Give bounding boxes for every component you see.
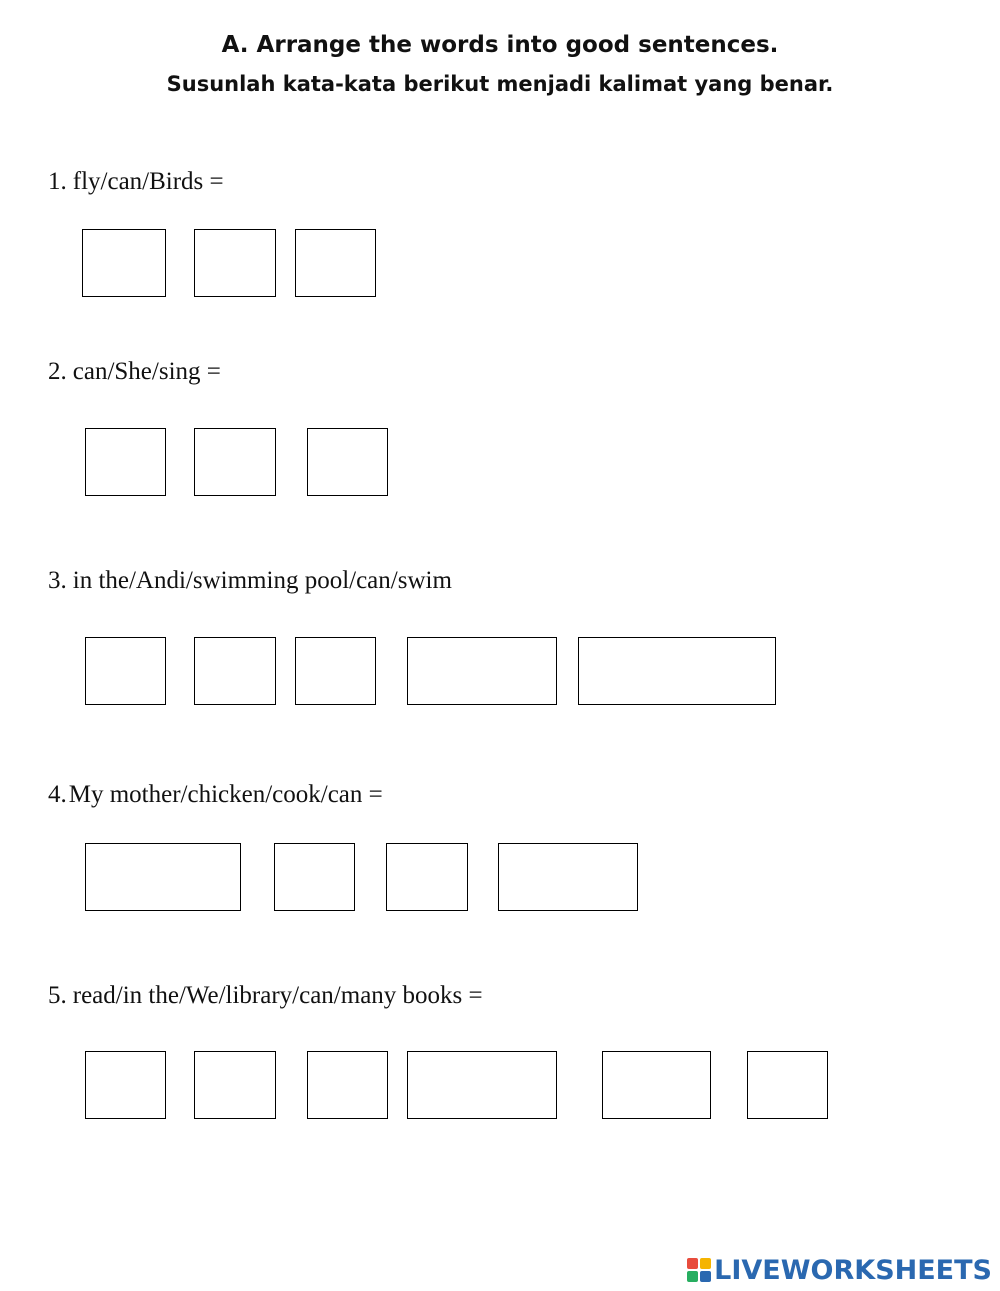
answer-box-1-1[interactable] [82,229,166,297]
answer-box-5-6[interactable] [747,1051,828,1119]
answer-box-5-2[interactable] [194,1051,276,1119]
answer-box-1-2[interactable] [194,229,276,297]
question-number: 1. [48,168,67,195]
question-3 [48,567,572,595]
answer-box-3-3[interactable] [295,637,376,705]
answer-box-4-2[interactable] [274,843,355,911]
answer-box-3-5[interactable] [578,637,776,705]
answer-box-3-4[interactable] [407,637,557,705]
question-number: 5. [48,982,67,1009]
answer-box-5-1[interactable] [85,1051,166,1119]
question-5 [48,982,483,1010]
answer-box-4-1[interactable] [85,843,241,911]
liveworksheets-logo[interactable] [687,1250,992,1290]
question-1 [48,168,224,196]
logo-text: LIVEWORKSHEETS [714,1254,992,1286]
question-number: 2. [48,358,67,385]
answer-box-5-4[interactable] [407,1051,557,1119]
answer-box-3-2[interactable] [194,637,276,705]
question-text: fly/can/Birds = [72,168,224,195]
question-text: can/She/sing = [72,358,221,385]
answer-box-3-1[interactable] [85,637,166,705]
answer-box-5-3[interactable] [307,1051,388,1119]
question-number: 4. [48,781,67,808]
question-text: read/in the/We/library/can/many books = [72,982,483,1009]
answer-box-4-3[interactable] [386,843,468,911]
question-4 [48,781,383,809]
worksheet-title: A. Arrange the words into good sentences. [221,32,779,58]
question-text: in the/Andi/swimming pool/can/swim [72,567,452,594]
question-2 [48,358,221,386]
answer-box-2-1[interactable] [85,428,166,496]
worksheet-subtitle: Susunlah kata-kata berikut menjadi kalimat yang benar. [166,72,834,96]
question-number: 3. [48,567,67,594]
answer-box-4-4[interactable] [498,843,638,911]
answer-box-1-3[interactable] [295,229,376,297]
answer-box-2-2[interactable] [194,428,276,496]
question-text: My mother/chicken/cook/can = [68,781,383,808]
answer-box-2-3[interactable] [307,428,388,496]
answer-box-5-5[interactable] [602,1051,711,1119]
liveworksheets-logo-icon [687,1258,711,1282]
